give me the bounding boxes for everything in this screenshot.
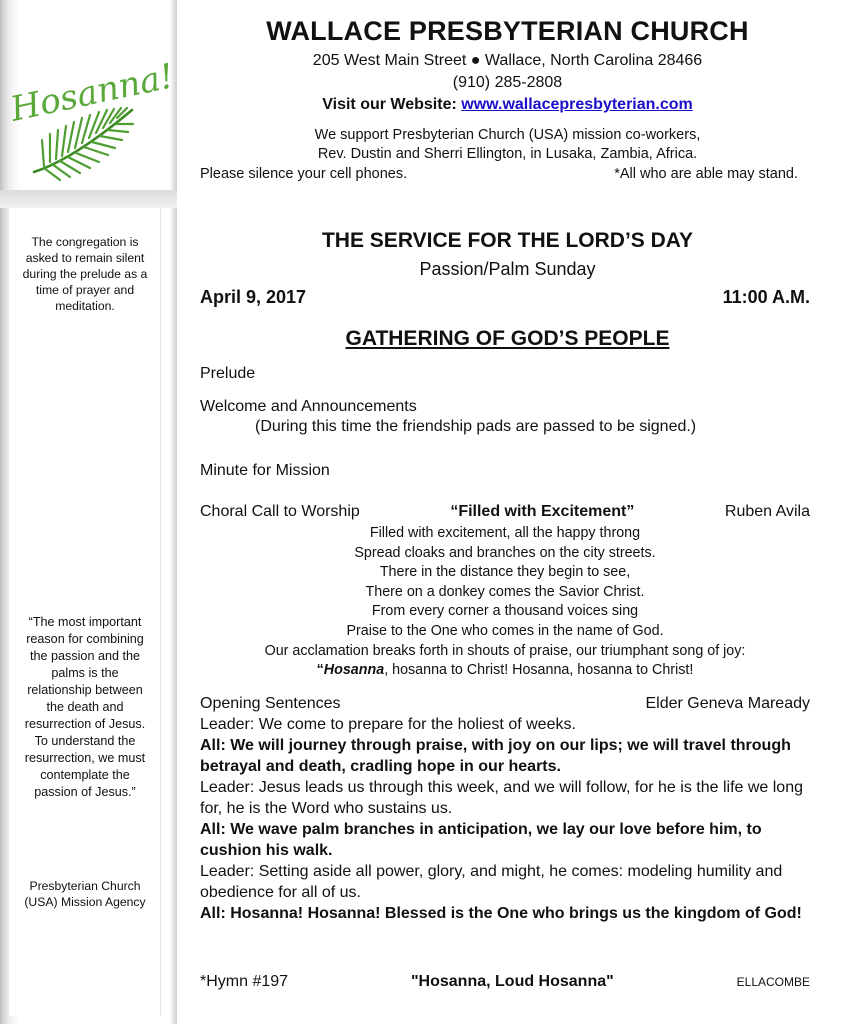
leader-line: Leader: We come to prepare for the holiest of weeks.: [200, 716, 576, 733]
prelude-item: Prelude: [200, 365, 256, 382]
website-label: Visit our Website:: [322, 96, 457, 113]
leader-line: Leader: Setting aside all power, glory, and might, he comes: modeling humility and obedience for all of us.: [200, 863, 783, 901]
lyric-line: There on a donkey comes the Savior Christ.: [365, 583, 645, 600]
minute-for-mission: Minute for Mission: [200, 462, 330, 479]
responsive-liturgy: [200, 714, 812, 924]
service-date: April 9, 2017: [200, 287, 307, 307]
stand-note: *All who are able may stand.: [614, 166, 798, 182]
date-time-row: [200, 287, 810, 308]
mission-line: Rev. Dustin and Sherri Ellington, in Lusaka, Zambia, Africa.: [317, 146, 698, 162]
lyric-line-final: [200, 661, 810, 681]
section-heading: GATHERING OF GOD’S PEOPLE: [345, 327, 670, 350]
lyric-line: From every corner a thousand voices sing: [371, 603, 639, 620]
quote-attribution: Presbyterian Church (USA) Mission Agency: [24, 879, 146, 909]
prelude-silence-note: The congregation is asked to remain silent during the prelude as a time of prayer and meditation.: [22, 235, 148, 313]
lyric-rest: , hosanna to Christ! Hosanna, hosanna to Christ!: [384, 662, 694, 679]
lyric-line: There in the distance they begin to see,: [379, 564, 631, 581]
welcome-note: (During this time the friendship pads are passed to be signed.): [255, 418, 697, 435]
hymn-tune: ELLACOMBE: [736, 975, 810, 989]
people-response: All: We wave palm branches in anticipation, we lay our love before him, to cushion his walk.: [200, 821, 762, 859]
choral-lyrics: [200, 524, 810, 681]
opening-label: Opening Sentences: [200, 695, 341, 712]
leader-line: Leader: Jesus leads us through this week, and we will follow, for he is the life we long for, he is the Word who sustains us.: [200, 779, 803, 817]
website-link[interactable]: www.wallacepresbyterian.com: [461, 96, 693, 113]
silence-note: Please silence your cell phones.: [200, 166, 408, 182]
service-title: THE SERVICE FOR THE LORD’S DAY: [321, 229, 694, 252]
mission-line: We support Presbyterian Church (USA) mission co-workers,: [314, 127, 701, 143]
palm-branch-icon: [7, 12, 178, 190]
sidebar-divider: [0, 190, 177, 208]
mission-support: [180, 126, 835, 164]
lyric-line: Filled with excitement, all the happy throng: [369, 525, 641, 541]
opening-sentences-row: [200, 695, 810, 713]
hymn-title: "Hosanna, Loud Hosanna": [410, 973, 614, 990]
choral-call-row: [200, 503, 810, 521]
choral-composer: Ruben Avila: [724, 503, 810, 520]
logo-text: Hosanna!: [7, 56, 178, 130]
church-phone: (910) 285-2808: [452, 74, 563, 91]
service-time: 11:00 A.M.: [722, 287, 810, 307]
lyric-line: Spread cloaks and branches on the city streets.: [354, 544, 656, 561]
lyric-line: Our acclamation breaks forth in shouts of praise, our triumphant song of joy:: [264, 642, 746, 659]
hymn-number: *Hymn #197: [200, 973, 289, 990]
people-response: All: Hosanna! Hosanna! Blessed is the One who brings us the kingdom of God!: [200, 905, 802, 922]
opening-leader: Elder Geneva Maready: [645, 695, 810, 712]
choral-title: “Filled with Excitement”: [450, 503, 635, 520]
people-response: All: We will journey through praise, with joy on our lips; we will travel through betrayal and death, cradling hope in our hearts.: [200, 737, 791, 775]
sidebar-edge: [170, 0, 177, 1024]
church-name: WALLACE PRESBYTERIAN CHURCH: [266, 16, 749, 46]
welcome-item: Welcome and Announcements: [200, 398, 417, 415]
church-address: 205 West Main Street ● Wallace, North Carolina 28466: [312, 52, 703, 69]
sidebar-quote: “The most important reason for combining the passion and the palms is the relationship between the death and resurrection of Jesus. To understand the resurrection, we must contemplate the passion of Jesus.”: [24, 615, 146, 799]
hymn-row: [200, 973, 810, 991]
website-line: [180, 96, 835, 114]
hosanna-logo: [7, 12, 178, 191]
choral-label: Choral Call to Worship: [200, 503, 360, 520]
lyric-emphasis: Hosanna: [323, 662, 385, 679]
lyric-line: Praise to the One who comes in the name of God.: [346, 622, 664, 639]
service-subtitle: Passion/Palm Sunday: [419, 259, 596, 279]
notice-row: [200, 166, 810, 182]
lyric-quote-open: “: [316, 662, 324, 679]
